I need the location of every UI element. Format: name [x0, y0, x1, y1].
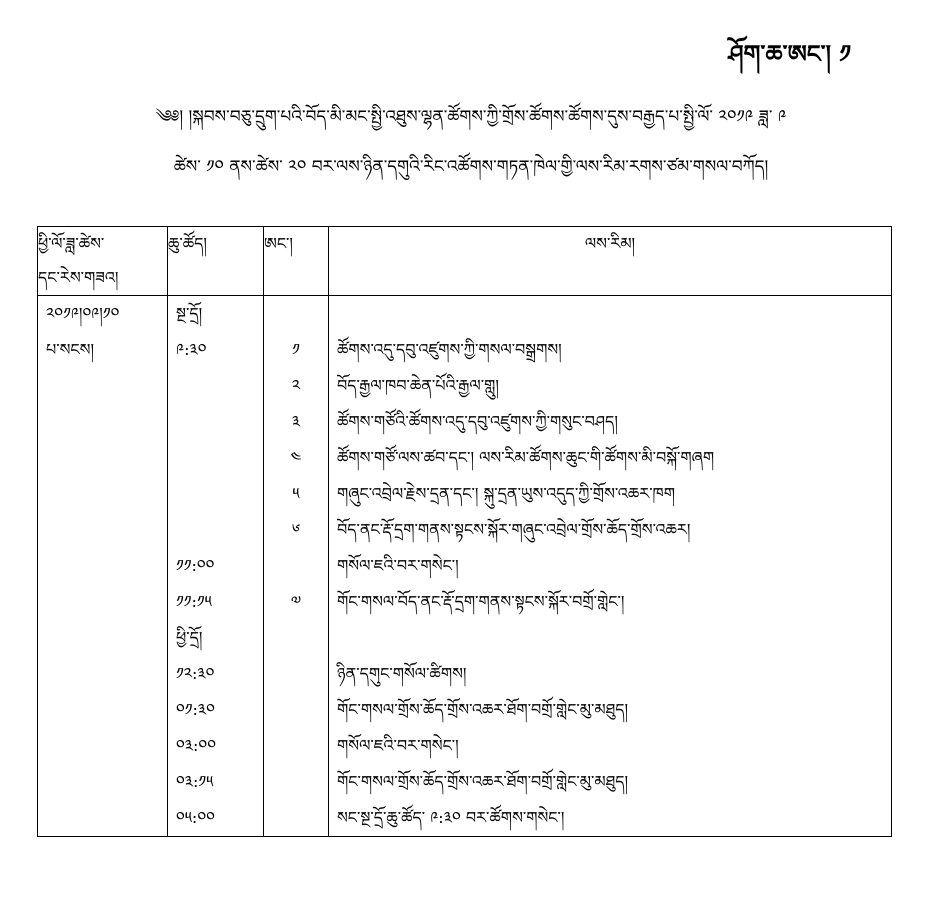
agenda-cell: གོང་གསལ་གྲོས་ཆོད་གྲོས་འཆར་ཐོག་བགྲོ་གླེང་མུ་མཐུད།	[337, 772, 629, 791]
agenda-cell: བོད་ནང་རྡོ་དྲག་གནས་སྟངས་སྐོར་གཞུང་འབྲེལ་གྲོས་ཆོད་གྲོས་འཆར།	[337, 520, 691, 539]
number-cell	[264, 296, 328, 332]
agenda-cell: གོང་གསལ་གྲོས་ཆོད་གྲོས་འཆར་ཐོག་བགྲོ་གླེང་མུ་མཐུད།	[337, 700, 629, 719]
time-cell: ༩:༣༠	[176, 340, 207, 359]
time-cell	[168, 440, 263, 476]
number-column	[264, 296, 329, 837]
time-cell: ༡༡:༠༠	[176, 556, 215, 575]
time-cell: ༡༡:༡༥	[176, 592, 212, 611]
time-column	[168, 296, 264, 837]
number-cell: ༦	[291, 520, 301, 539]
table-row	[38, 296, 892, 837]
page-number: ཤོག་ཆ་ཨང་། ༡	[728, 39, 851, 68]
number-cell	[264, 728, 328, 764]
time-cell: ༠༥:༠༠	[176, 808, 215, 827]
number-cell	[264, 764, 328, 800]
agenda-cell: གཞུང་འབྲེལ་རྗེས་དྲན་དང་། སྐུ་དྲན་ཡུས་འདུད་ཀྱི་གྲོས་འཆར་ཁག	[337, 484, 676, 503]
time-cell: ༡༢:༣༠	[176, 664, 215, 683]
agenda-cell: ཚོགས་གཙོའི་ཚོགས་འདུ་དབུ་འཛུགས་ཀྱི་གསུང་བཤད།	[337, 412, 618, 431]
time-cell	[168, 368, 263, 404]
time-cell	[168, 404, 263, 440]
table-header-row	[38, 227, 892, 296]
number-cell: ༧	[290, 592, 302, 611]
header-number: ཨང་།	[264, 227, 329, 296]
number-cell: ༣	[291, 412, 301, 431]
header-time: ཆུ་ཚོད།	[168, 227, 264, 296]
time-cell	[168, 476, 263, 512]
header-date-line-1: ཕྱི་ལོ་ཟླ་ཚེས་	[38, 234, 105, 253]
weekday-value: པ་སངས།	[46, 340, 95, 359]
agenda-cell: ཚོགས་གཙོ་ལས་ཚབ་དང་། ལས་རིམ་ཚོགས་ཆུང་གི་ཚོགས་མི་བསྐོ་གཞག	[337, 448, 715, 467]
time-cell: ༠༡:༣༠	[176, 700, 215, 719]
schedule-table	[37, 226, 892, 837]
number-cell	[264, 692, 328, 728]
number-cell: ༥	[292, 484, 300, 503]
date-cell	[38, 296, 168, 837]
number-cell: ༢	[291, 376, 301, 395]
date-value: ༢༠༡༩།༠༩།༡༠	[46, 304, 120, 323]
heading-line-1: ༄༅། །སྐབས་བཅུ་དྲུག་པའི་བོད་མི་མང་སྤྱི་འཐུས་ལྷན་ཚོགས་ཀྱི་གྲོས་ཚོགས་ཚོགས་དུས་བརྒྱད་པ་སྤྱི་ལོ་ ༢༠༡༩ ཟླ་ ༩	[155, 107, 787, 127]
agenda-cell: གསོལ་ཇའི་བར་གསེང་།	[337, 556, 459, 575]
time-cell	[168, 512, 263, 548]
number-cell: ༡	[292, 340, 300, 359]
number-cell	[264, 620, 328, 656]
number-cell	[264, 656, 328, 692]
time-cell: ཕྱི་དྲོ།	[176, 628, 203, 647]
heading-line-2: ཚེས་ ༡༠ ནས་ཚེས་ ༢༠ བར་ལས་ཉིན་དགུའི་རིང་འཚོགས་གཏན་ཁེལ་གྱི་ལས་རིམ་རགས་ཙམ་གསལ་བཀོད།	[173, 157, 769, 177]
agenda-cell: སང་སྔ་དྲོ་ཆུ་ཚོད་ ༩:༣༠ བར་ཚོགས་གསེང་།	[337, 808, 565, 827]
agenda-cell: གོང་གསལ་བོད་ནང་རྡོ་དྲག་གནས་སྟངས་སྐོར་བགྲོ་གླེང་།	[337, 592, 625, 611]
document-heading	[36, 92, 906, 192]
time-cell: ༠༣:༡༥	[176, 772, 214, 791]
agenda-cell: ཚོགས་འདུ་དབུ་འཛུགས་ཀྱི་གསལ་བསྒྲགས།	[337, 340, 562, 359]
agenda-cell	[329, 620, 891, 656]
header-date	[38, 227, 168, 296]
header-agenda: ལས་རིམ།	[329, 227, 892, 296]
number-cell	[264, 548, 328, 584]
number-cell: ༤	[290, 448, 302, 467]
agenda-cell: ཉིན་དགུང་གསོལ་ཚིགས།	[337, 664, 467, 683]
header-date-line-2: དང་རེས་གཟའ།	[38, 268, 119, 287]
time-cell: ༠༣:༠༠	[176, 736, 216, 755]
number-cell	[264, 800, 328, 836]
agenda-cell: བོད་རྒྱལ་ཁབ་ཆེན་པོའི་རྒྱལ་གླུ།	[337, 376, 499, 395]
agenda-column	[329, 296, 892, 837]
time-cell: སྔ་དྲོ།	[176, 304, 203, 323]
agenda-cell: གསོལ་ཇའི་བར་གསེང་།	[337, 736, 459, 755]
agenda-cell	[329, 296, 891, 332]
